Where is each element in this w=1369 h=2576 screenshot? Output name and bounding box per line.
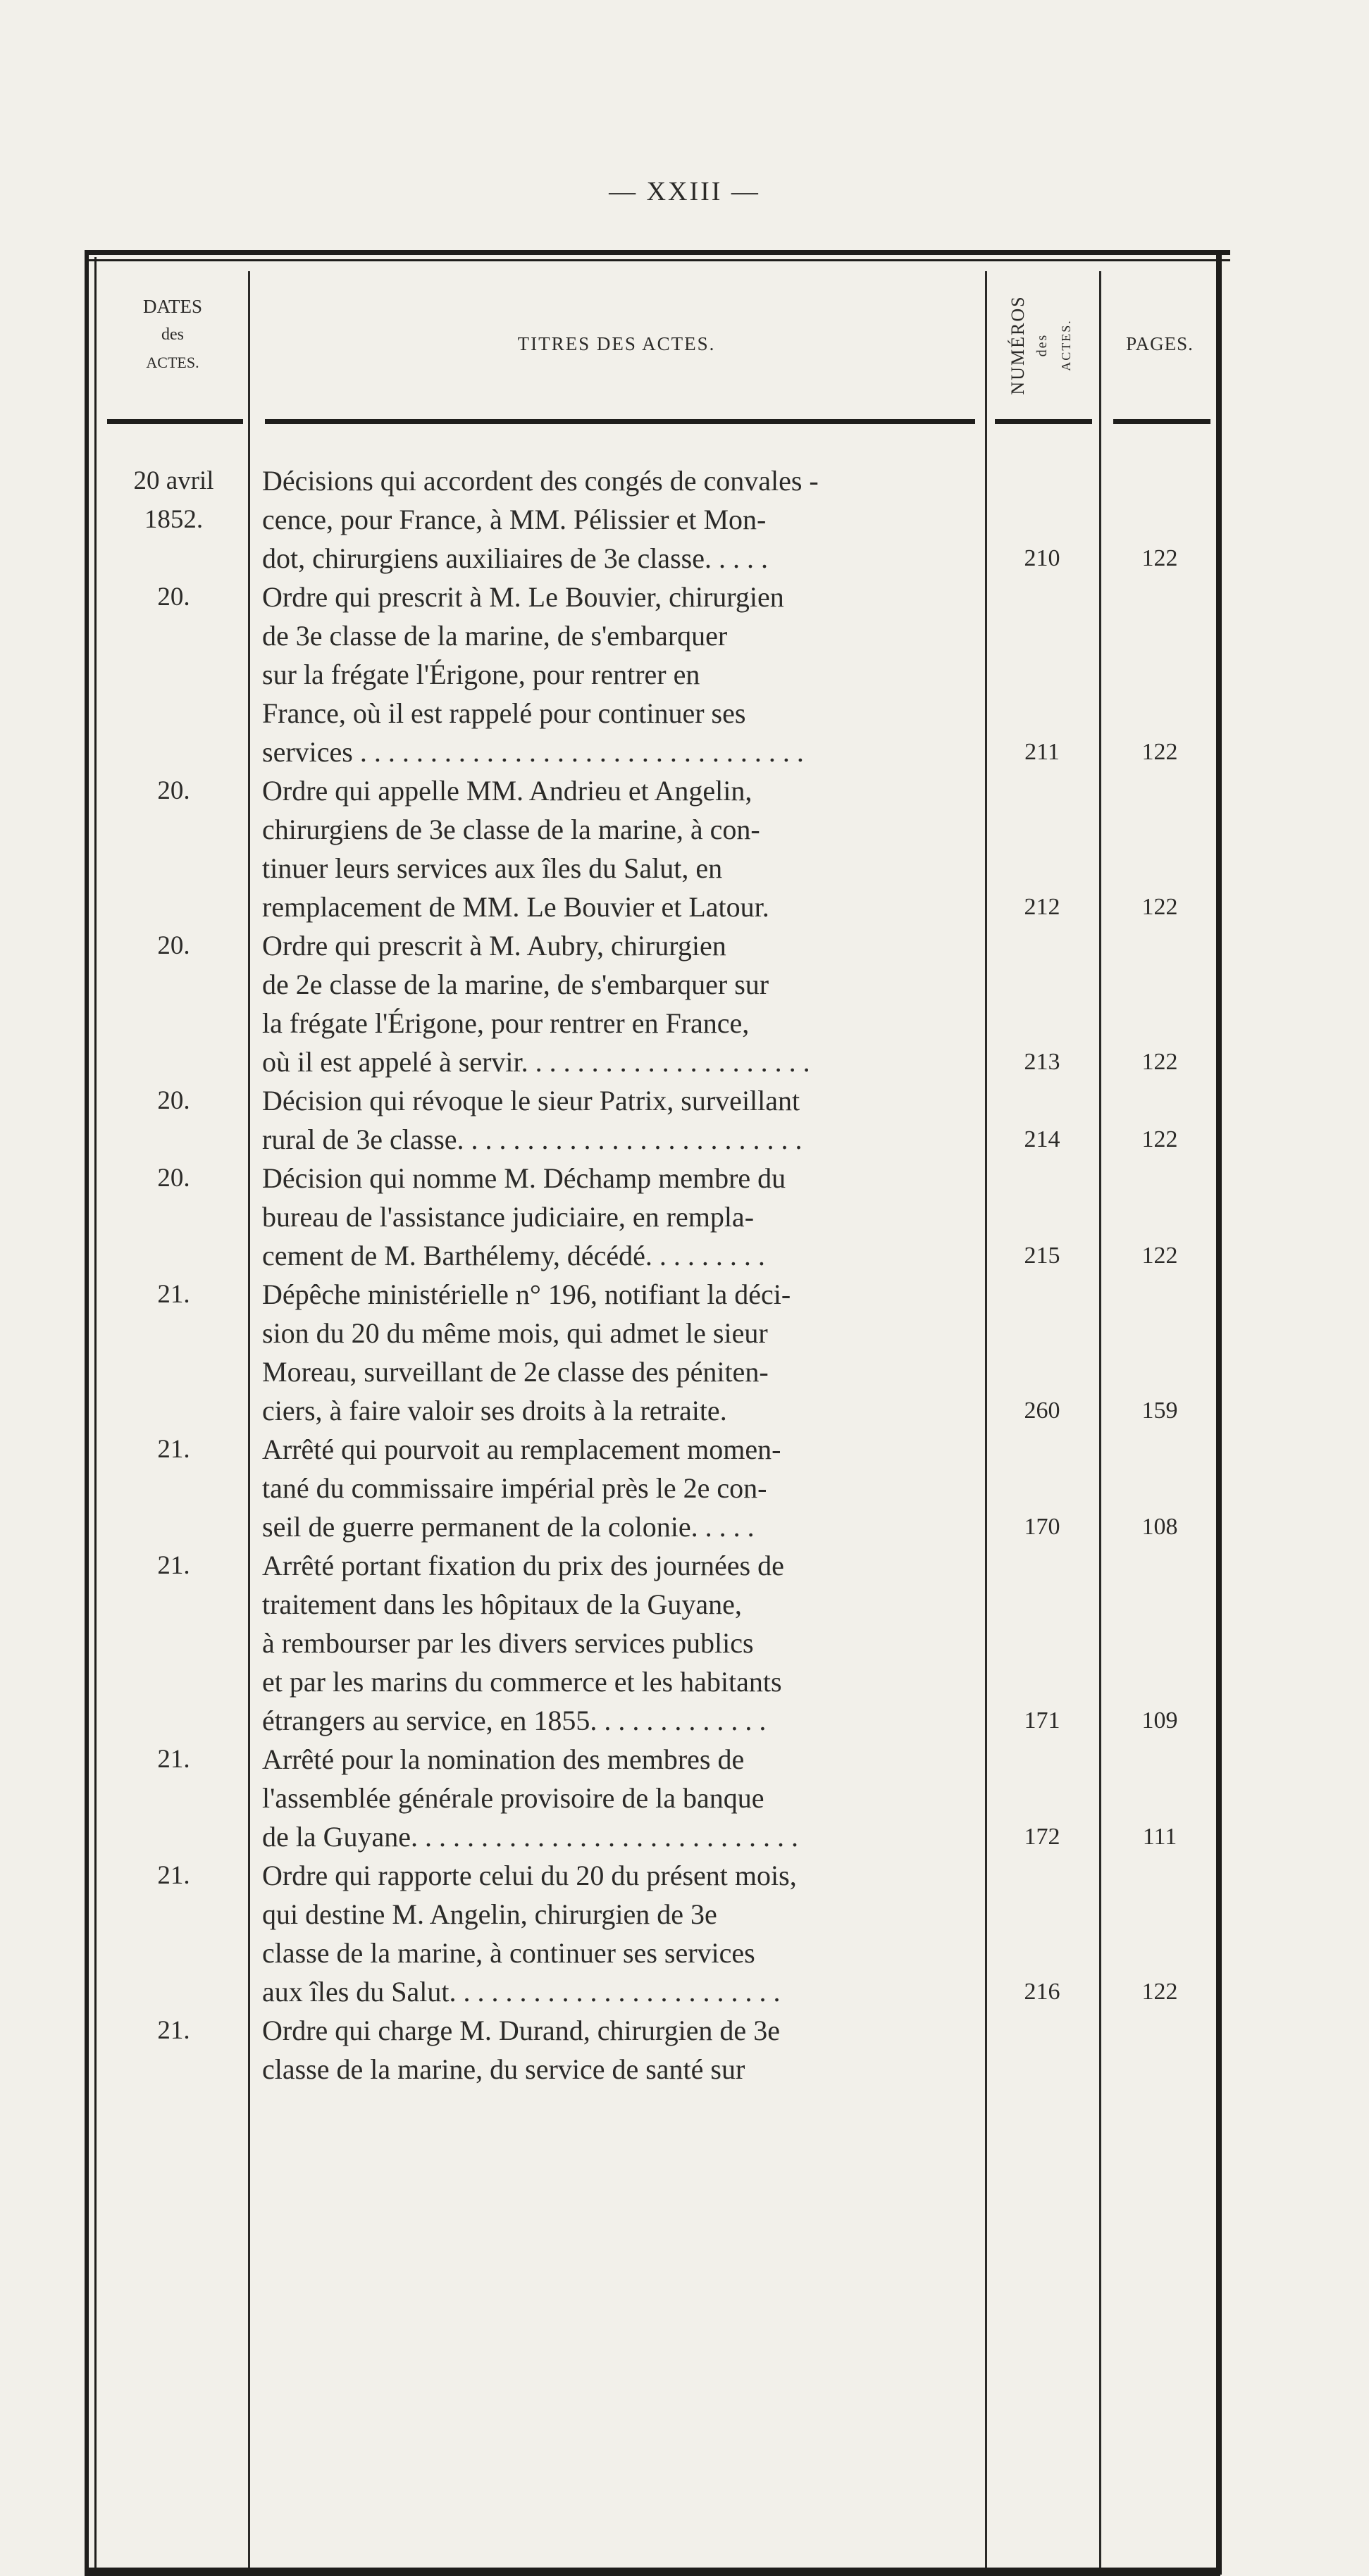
entry-title-line: dot, chirurgiens auxiliaires de 3e classe. . . . . (262, 542, 768, 574)
entry-title (262, 461, 979, 578)
column-header-numeros (989, 271, 1095, 419)
entry-number: 212 (1024, 894, 1060, 920)
dates-header-line3: ACTES. (146, 354, 199, 371)
entry-title-line: services . . . . . . . . . . . . . . . . . . . . . . . . . . . . . . . . (262, 736, 804, 768)
entry-title-line: traitement dans les hôpitaux de la Guyane, (262, 1588, 742, 1620)
entry-title-line: où il est appelé à servir. . . . . . . . . . . . . . . . . . . . . (262, 1046, 810, 1078)
entry-page: 108 (1141, 1514, 1178, 1540)
entry-date: 21. (157, 1435, 190, 1464)
entry-number: 260 (1024, 1398, 1060, 1424)
numeros-header-line2: des (1034, 333, 1050, 357)
table-body (85, 461, 1220, 2089)
entry-title-line: seil de guerre permanent de la colonie. . . . . (262, 1511, 755, 1543)
entry-date: 21. (157, 1280, 190, 1309)
header-rule-dates (107, 419, 243, 424)
entry-date: 20. (157, 931, 190, 960)
entry-title-line: l'assemblée générale provisoire de la banque (262, 1782, 764, 1814)
entry-date: 20. (157, 583, 190, 611)
entry-title-line: Ordre qui charge M. Durand, chirurgien de 3e (262, 2015, 780, 2046)
entry-date: 20. (157, 1164, 190, 1193)
entry-title-line: bureau de l'assistance judiciaire, en rempla- (262, 1201, 755, 1233)
entry-number: 170 (1024, 1514, 1060, 1540)
entry-title (262, 1081, 979, 1159)
table-row (85, 1159, 1220, 1275)
entry-title-line: cement de M. Barthélemy, décédé. . . . . . . . . (262, 1240, 765, 1271)
entry-title-line: chirurgiens de 3e classe de la marine, à con- (262, 814, 760, 845)
table-row (85, 1740, 1220, 1856)
table-row (85, 461, 1220, 578)
entry-number: 216 (1024, 1979, 1060, 2005)
entry-title-line: Arrêté portant fixation du prix des journées de (262, 1550, 784, 1581)
entry-number: 210 (1024, 545, 1060, 571)
entry-page: 122 (1141, 1126, 1178, 1152)
dates-header-line1: DATES (142, 296, 202, 317)
entry-title-line: Moreau, surveillant de 2e classe des péniten- (262, 1356, 769, 1388)
entry-page: 122 (1141, 1243, 1178, 1269)
entry-title-line: classe de la marine, du service de santé sur (262, 2053, 745, 2085)
entry-number: 211 (1024, 739, 1060, 765)
numeros-header-line3: ACTES. (1059, 319, 1073, 371)
entry-title-line: Dépêche ministérielle n° 196, notifiant la déci- (262, 1278, 791, 1310)
header-rule-numeros (995, 419, 1092, 424)
entry-title-line: tinuer leurs services aux îles du Salut, en (262, 852, 723, 884)
column-header-titles: TITRES DES ACTES. (517, 333, 716, 354)
entry-title-line: Arrêté pour la nomination des membres de (262, 1743, 745, 1775)
header-rule-titles (265, 419, 975, 424)
acts-table (85, 250, 1220, 2398)
entry-title (262, 771, 979, 926)
entry-title (262, 926, 979, 1081)
entry-title-line: sion du 20 du même mois, qui admet le sieur (262, 1317, 768, 1349)
entry-page: 159 (1141, 1398, 1178, 1424)
entry-title-line: tané du commissaire impérial près le 2e con- (262, 1472, 767, 1504)
table-row (85, 1856, 1220, 2011)
table-row (85, 1430, 1220, 1546)
entry-number: 171 (1024, 1707, 1060, 1734)
table-row (85, 1081, 1220, 1159)
numeros-header-line1: NUMÉROS (1008, 295, 1028, 395)
table-row (85, 578, 1220, 771)
entry-title-line: Ordre qui rapporte celui du 20 du présent mois, (262, 1860, 797, 1891)
entry-page: 122 (1141, 1049, 1178, 1075)
table-row (85, 2011, 1220, 2089)
entry-title-line: rural de 3e classe. . . . . . . . . . . . . . . . . . . . . . . . . (262, 1124, 803, 1155)
entry-title-line: Ordre qui prescrit à M. Le Bouvier, chirurgien (262, 581, 784, 613)
entry-title-line: la frégate l'Érigone, pour rentrer en France, (262, 1007, 750, 1039)
entry-date: 20. (157, 1086, 190, 1115)
frame-top-inner-rule (89, 259, 1230, 261)
frame-bottom-rule (85, 2568, 1220, 2576)
entry-title-line: de 2e classe de la marine, de s'embarquer sur (262, 969, 769, 1000)
entry-date: 21. (157, 1861, 190, 1890)
entry-title-line: Ordre qui appelle MM. Andrieu et Angelin, (262, 775, 752, 807)
entry-title (262, 1740, 979, 1856)
entry-title-line: de la Guyane. . . . . . . . . . . . . . . . . . . . . . . . . . . . (262, 1821, 799, 1853)
entry-number: 214 (1024, 1126, 1060, 1152)
entry-title-line: étrangers au service, en 1855. . . . . . . . . . . . . (262, 1705, 767, 1736)
header-rule-pages (1113, 419, 1210, 424)
entry-title-line: Ordre qui prescrit à M. Aubry, chirurgien (262, 930, 726, 962)
entry-page: 122 (1141, 894, 1178, 920)
entry-title (262, 1430, 979, 1546)
column-header-pages: PAGES. (1126, 333, 1194, 354)
entry-page: 122 (1141, 1979, 1178, 2005)
entry-page: 122 (1141, 739, 1178, 765)
entry-title (262, 1546, 979, 1740)
entry-title-line: cence, pour France, à MM. Pélissier et Mon- (262, 504, 767, 535)
entry-date: 21. (157, 1551, 190, 1580)
entry-title-line: et par les marins du commerce et les habitants (262, 1666, 782, 1698)
table-row (85, 926, 1220, 1081)
entry-title-line: Décision qui révoque le sieur Patrix, surveillant (262, 1085, 800, 1116)
dates-header-line2: des (161, 325, 184, 344)
entry-title (262, 2011, 979, 2089)
numeros-header-rotated (1006, 295, 1078, 394)
entry-title-line: aux îles du Salut. . . . . . . . . . . . . . . . . . . . . . . . (262, 1976, 781, 2008)
entry-date: 21. (157, 1745, 190, 1774)
table-row (85, 771, 1220, 926)
table-row (85, 1275, 1220, 1430)
entry-page: 111 (1142, 1824, 1177, 1850)
entry-title-line: Arrêté qui pourvoit au remplacement momen- (262, 1433, 781, 1465)
entry-title-line: classe de la marine, à continuer ses services (262, 1937, 755, 1969)
entry-number: 213 (1024, 1049, 1060, 1075)
entry-title-line: sur la frégate l'Érigone, pour rentrer en (262, 659, 700, 690)
table-row (85, 1546, 1220, 1740)
entry-title (262, 1275, 979, 1430)
entry-date: 21. (157, 2016, 190, 2045)
column-header-dates (99, 292, 247, 377)
entry-title-line: Décision qui nomme M. Déchamp membre du (262, 1162, 786, 1194)
entry-date: 20. (157, 776, 190, 805)
entry-title (262, 1856, 979, 2011)
entry-page: 122 (1141, 545, 1178, 571)
entry-number: 215 (1024, 1243, 1060, 1269)
entry-page: 109 (1141, 1707, 1178, 1734)
frame-top-rule (89, 250, 1230, 255)
entry-title (262, 1159, 979, 1275)
entry-title-line: ciers, à faire valoir ses droits à la retraite. (262, 1395, 727, 1426)
page-header: — XXIII — (609, 177, 760, 206)
entry-title-line: remplacement de MM. Le Bouvier et Latour. (262, 891, 769, 923)
entry-date: 20 avril 1852. (133, 466, 214, 534)
entry-title-line: Décisions qui accordent des congés de convales - (262, 465, 819, 497)
entry-title-line: de 3e classe de la marine, de s'embarquer (262, 620, 728, 652)
entry-number: 172 (1024, 1824, 1060, 1850)
entry-title-line: qui destine M. Angelin, chirurgien de 3e (262, 1898, 717, 1930)
entry-title (262, 578, 979, 771)
entry-title-line: France, où il est rappelé pour continuer ses (262, 697, 746, 729)
entry-title-line: à rembourser par les divers services publics (262, 1627, 754, 1659)
